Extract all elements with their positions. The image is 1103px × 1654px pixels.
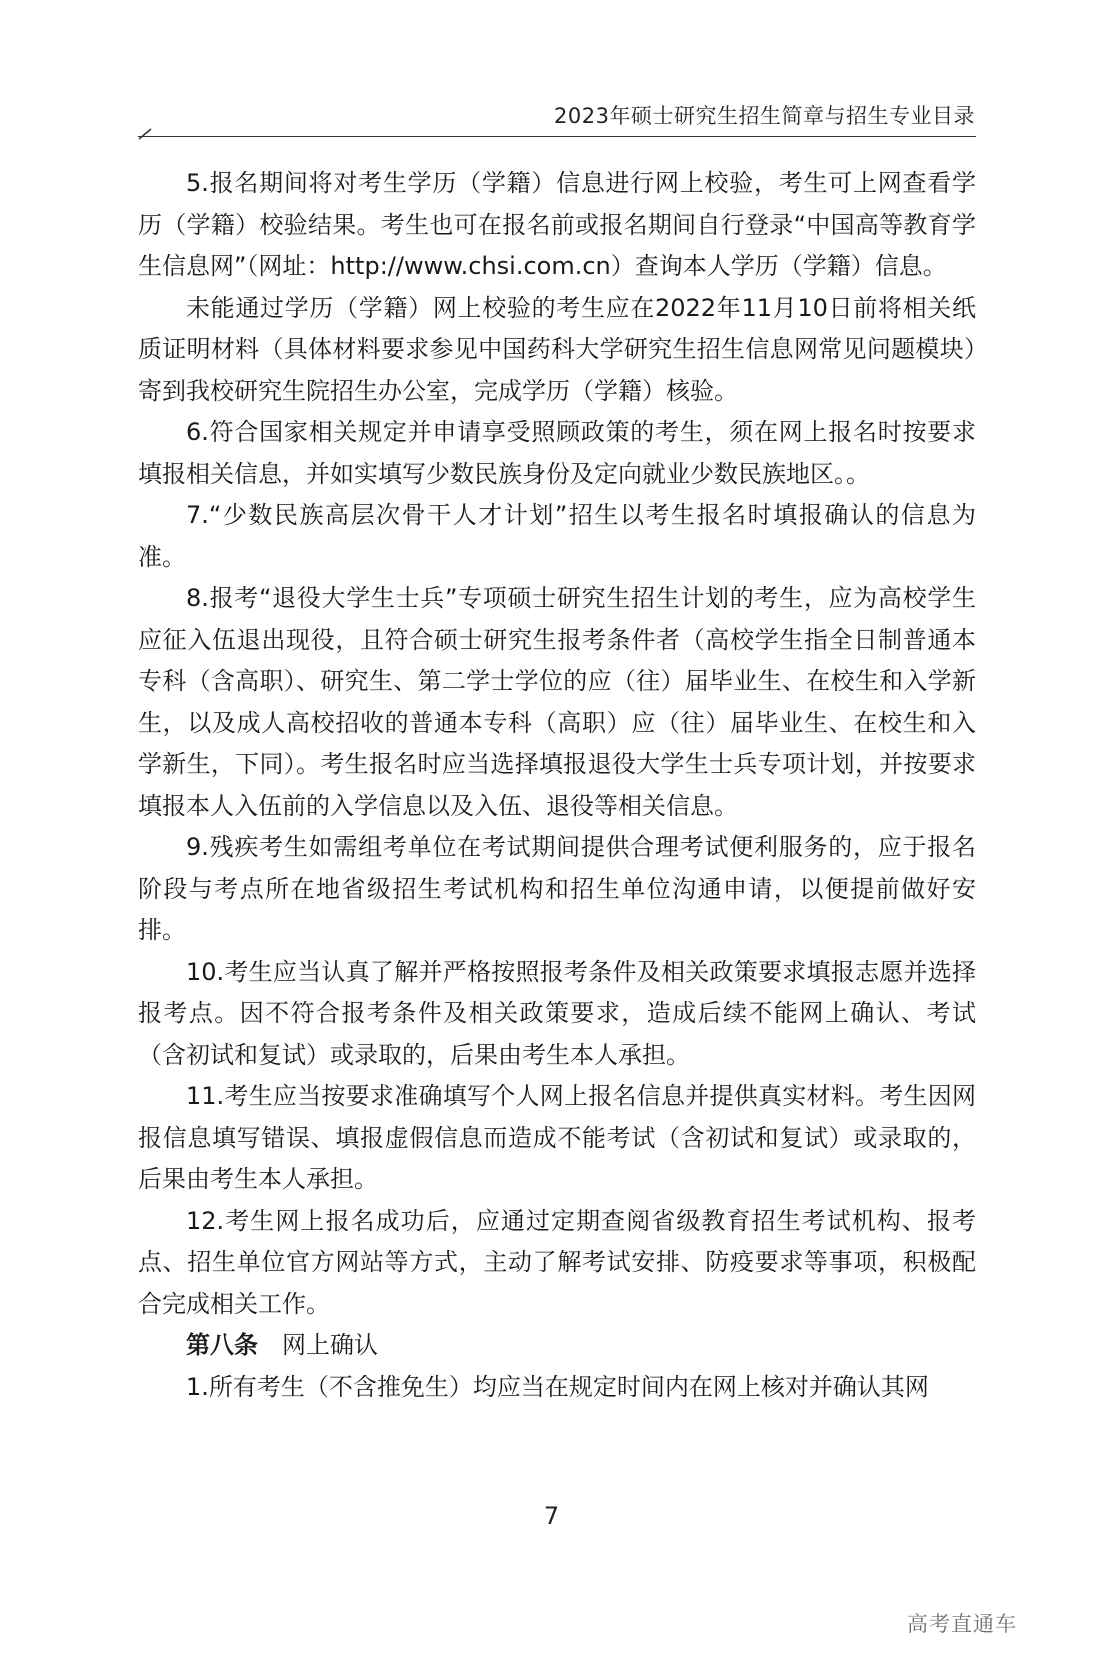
page-number: 7 xyxy=(543,1502,560,1530)
document-body xyxy=(138,163,976,1408)
header-rule xyxy=(138,136,976,137)
watermark-text: 高考直通车 xyxy=(907,1612,1017,1636)
running-header-title: 2023年硕士研究生招生简章与招生专业目录 xyxy=(554,104,975,128)
paragraph-item-5: 5.报名期间将对考生学历（学籍）信息进行网上校验，考生可上网查看学历（学籍）校验结果。考生也可在报名前或报名期间自行登录“中国高等教育学生信息网”（网址：http://www.chsi.com.cn）查询本人学历（学籍）信息。 xyxy=(138,169,976,280)
article-title: 网上确认 xyxy=(282,1331,378,1359)
paragraph-item-10: 10.考生应当认真了解并严格按照报考条件及相关政策要求填报志愿并选择报考点。因不符合报考条件及相关政策要求，造成后续不能网上确认、考试（含初试和复试）或录取的，后果由考生本人承担。 xyxy=(138,957,976,1069)
paragraph-item-8: 8.报考“退役大学生士兵”专项硕士研究生招生计划的考生，应为高校学生应征入伍退出现役，且符合硕士研究生报考条件者（高校学生指全日制普通本专科（含高职）、研究生、第二学士学位的应（往）届毕业生、在校生和入学新生，以及成人高校招收的普通本专科（高职）应（往）届毕业生、在校生和入学新生，下同）。考生报名时应当选择填报退役大学生士兵专项计划，并按要求填报本人入伍前的入学信息以及入伍、退役等相关信息。 xyxy=(138,584,976,820)
paragraph-item-7: 7.“少数民族高层次骨干人才计划”招生以考生报名时填报确认的信息为准。 xyxy=(138,501,976,571)
paragraph-item-11: 11.考生应当按要求准确填写个人网上报名信息并提供真实材料。考生因网报信息填写错误、填报虚假信息而造成不能考试（含初试和复试）或录取的，后果由考生本人承担。 xyxy=(138,1082,976,1193)
paragraph-item-9: 9.残疾考生如需组考单位在考试期间提供合理考试便利服务的，应于报名阶段与考点所在地省级招生考试机构和招生单位沟通申请，以便提前做好安排。 xyxy=(138,833,976,944)
paragraph-item-12: 12.考生网上报名成功后，应通过定期查阅省级教育招生考试机构、报考点、招生单位官方网站等方式，主动了解考试安排、防疫要求等事项，积极配合完成相关工作。 xyxy=(138,1206,976,1318)
header-corner-mark xyxy=(138,126,152,140)
paragraph-verification-failure: 未能通过学历（学籍）网上校验的考生应在2022年11月10日前将相关纸质证明材料（具体材料要求参见中国药科大学研究生招生信息网常见问题模块）寄到我校研究生院招生办公室，完成学历（学籍）核验。 xyxy=(138,293,976,405)
article-number: 第八条 xyxy=(186,1331,258,1359)
paragraph-online-confirm-1: 1.所有考生（不含推免生）均应当在规定时间内在网上核对并确认其网 xyxy=(186,1372,929,1401)
paragraph-item-6: 6.符合国家相关规定并申请享受照顾政策的考生，须在网上报名时按要求填报相关信息，并如实填写少数民族身份及定向就业少数民族地区。。 xyxy=(138,418,976,488)
article-heading xyxy=(138,1325,976,1367)
